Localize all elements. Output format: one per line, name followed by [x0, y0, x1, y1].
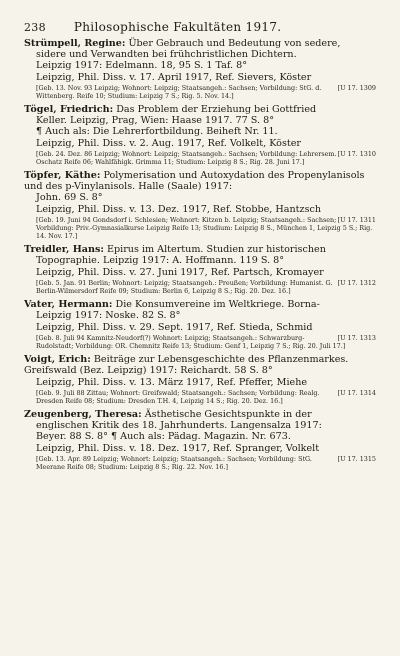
- title-line: Leipzig 1917: Edelmann. 18, 95 S. 1 Taf. 8°: [36, 60, 248, 71]
- title-line: Leipzig 1917: Noske. 82 S. 8°: [36, 310, 181, 321]
- biographical-note: [24, 279, 376, 295]
- dissertation-info: Leipzig, Phil. Diss. v. 13. Dez. 1917, Ref. Stobbe, Hantzsch: [36, 204, 322, 215]
- shelf-signature: [U 17. 1311: [337, 216, 376, 224]
- author-name: Voigt, Erich:: [24, 354, 91, 365]
- biographical-note: [24, 150, 376, 166]
- author-name: Strümpell, Regine:: [24, 38, 126, 49]
- title-line: Das Problem der Erziehung bei Gottfried: [116, 104, 317, 115]
- biographical-note: [24, 84, 376, 100]
- shelf-signature: [U 17. 1314: [337, 389, 376, 397]
- shelf-signature: [U 17. 1315: [337, 455, 376, 463]
- author-name: Vater, Hermann:: [24, 299, 113, 310]
- entry-title-block: [24, 244, 376, 266]
- shelf-signature: [U 17. 1309: [337, 84, 376, 92]
- entry-title-block: [24, 104, 376, 137]
- title-line: Ästhetische Gesichtspunkte in der: [144, 409, 312, 420]
- bibliography-entry: [24, 409, 376, 471]
- dissertation-info: Leipzig, Phil. Diss. v. 13. März 1917, Ref. Pfeffer, Miehe: [36, 377, 308, 388]
- shelf-signature: [U 17. 1310: [337, 150, 376, 158]
- biographical-note: [24, 216, 376, 240]
- title-line: sidere und Verwandten bei frühchristlichen Dichtern.: [36, 49, 297, 60]
- title-line: Topographie. Leipzig 1917: A. Hoffmann. 119 S. 8°: [36, 255, 285, 266]
- bibliography-entry: [24, 244, 376, 295]
- entry-title-block: [24, 409, 376, 442]
- biographical-note: [24, 389, 376, 405]
- note-text: [Geb. 13. Apr. 89 Leipzig; Wohnort: Leipzig; Staatsangeh.: Sachsen; Vorbildung: StG. Meerane Reife 08; Studium: Leipzig 8 S.; Rig. 22. Nov. 16.]: [36, 455, 312, 471]
- dissertation-info: Leipzig, Phil. Diss. v. 27. Juni 1917, Ref. Partsch, Kromayer: [36, 267, 324, 278]
- note-text: [Geb. 24. Dez. 86 Leipzig; Wohnort: Leipzig; Staatsangeh.: Sachsen; Vorbildung: Lehrersem. Oschatz Reife 06; Wahlfähigk. Grimma 11; Studium: Leipzig 8 S.; Rig. 28. Juni 17.]: [36, 150, 337, 166]
- bibliography-entry: [24, 354, 376, 405]
- author-name: Zeugenberg, Theresa:: [24, 409, 142, 420]
- page-number: 238: [24, 21, 46, 34]
- title-line: Keller. Leipzig, Prag, Wien: Haase 1917. 77 S. 8°: [36, 115, 275, 126]
- shelf-signature: [U 17. 1312: [337, 279, 376, 287]
- title-line: Die Konsumvereine im Weltkriege. Borna-: [115, 299, 320, 310]
- bibliography-entry: [24, 104, 376, 166]
- dissertation-info: Leipzig, Phil. Diss. v. 18. Dez. 1917, Ref. Spranger, Volkelt: [36, 443, 320, 454]
- dissertation-info: Leipzig, Phil. Diss. v. 17. April 1917, Ref. Sievers, Köster: [36, 72, 312, 83]
- title-line: John. 69 S. 8°: [36, 192, 103, 203]
- note-text: [Geb. 13. Nov. 93 Leipzig; Wohnort: Leipzig; Staatsangeh.: Sachsen; Vorbildung: StG. d. Wittenberg. Reife 10; Studium: Leipzig 7 S.; Rig. 5. Nov. 14.]: [36, 84, 322, 100]
- bibliography-entry: [24, 38, 376, 100]
- note-text: [Geb. 8. Juli 94 Kamnitz-Neudorf(?) Wohnort: Leipzig; Staatsangeh.: Schwarzburg-Rudolstadt; Vorbildung: OR. Chemnitz Reife 13; Studium: Genf 1, Leipzig 7 S.; Rig. 20. Juli 17.]: [36, 334, 346, 350]
- entry-title-block: [24, 38, 376, 71]
- page-title: Philosophische Fakultäten 1917.: [73, 20, 282, 34]
- author-name: Tögel, Friedrich:: [24, 104, 114, 115]
- title-line: Über Gebrauch und Bedeutung von sedere,: [128, 38, 341, 49]
- page-header: [24, 20, 376, 34]
- title-line: Beiträge zur Lebensgeschichte des Pflanzenmarkes. Greifswald (Bez. Leipzig) 1917: Reichardt. 58 S. 8°: [24, 354, 349, 376]
- bibliography-entry: [24, 170, 376, 240]
- note-text: [Geb. 19. Juni 94 Gondsdorf i. Schlesien; Wohnort: Kitzen b. Leipzig; Staatsangeh.: Sachsen; Vorbildung: Priv.-Gymnasialkurse Leipzig Reife 13; Studium: Leipzig 8 S., München 1, Leipzig 5 S.; Rig. 14. Nov. 17.]: [36, 216, 373, 240]
- note-text: [Geb. 9. Juli 88 Zittau; Wohnort: Greifswald; Staatsangeh.: Sachsen; Vorbildung: Realg. Dresden Reife 08; Studium: Dresden T.H. 4, Leipzig 14 S.; Rig. 20. Dez. 16.]: [36, 389, 320, 405]
- author-name: Treidler, Hans:: [24, 244, 104, 255]
- entry-title-block: [24, 170, 376, 203]
- bibliography-entry: [24, 299, 376, 350]
- biographical-note: [24, 334, 376, 350]
- shelf-signature: [U 17. 1313: [337, 334, 376, 342]
- title-line: englischen Kritik des 18. Jahrhunderts. Langensalza 1917:: [36, 420, 322, 431]
- title-line: Polymerisation und Autoxydation des Propenylanisols und des p-Vinylanisols. Halle (Saale) 1917:: [24, 170, 365, 192]
- dissertation-info: Leipzig, Phil. Diss. v. 29. Sept. 1917, Ref. Stieda, Schmid: [36, 322, 313, 333]
- entries-list: [24, 38, 376, 471]
- dissertation-info: Leipzig, Phil. Diss. v. 2. Aug. 1917, Ref. Volkelt, Köster: [36, 138, 301, 149]
- author-name: Töpfer, Käthe:: [24, 170, 101, 181]
- note-text: [Geb. 5. Jan. 91 Berlin; Wohnort: Leipzig; Staatsangeh.: Preußen; Vorbildung: Humanist. G. Berlin-Wilmersdorf Reife 09; Studium: Berlin 6, Leipzig 8 S.; Rig. 20. Dez. 16.]: [36, 279, 333, 295]
- biographical-note: [24, 455, 376, 471]
- entry-title-block: [24, 299, 376, 321]
- title-line: Beyer. 88 S. 8° ¶ Auch als: Pädag. Magazin. Nr. 673.: [36, 431, 291, 442]
- title-line: ¶ Auch als: Die Lehrerfortbildung. Beiheft Nr. 11.: [36, 126, 278, 137]
- entry-title-block: [24, 354, 376, 376]
- title-line: Epirus im Altertum. Studien zur historischen: [107, 244, 326, 255]
